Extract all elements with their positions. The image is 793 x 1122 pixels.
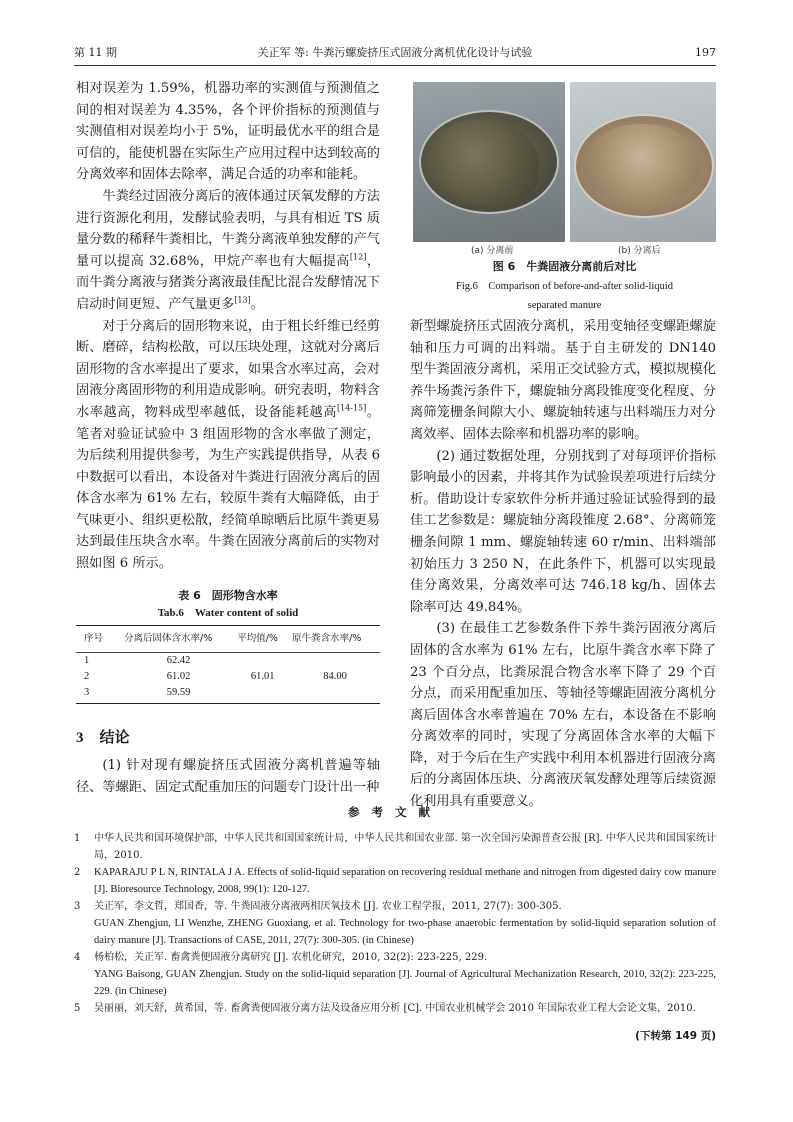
table-title-en: Tab.6 Water content of solid bbox=[157, 606, 299, 619]
table-title-cn: 表 6 固形物含水率 bbox=[178, 588, 278, 602]
citation: [12] bbox=[349, 252, 367, 262]
running-header bbox=[74, 44, 716, 62]
section-heading-conclusion: 3 结论 bbox=[76, 728, 130, 747]
paragraph-conclusion-3: (3) 在最佳工艺参数条件下养牛粪污固液分离后固体的含水率为 61% 左右，比原牛粪含水率下降了 23 个百分点，比粪尿混合物含水率下降了 29 个百分点，而采用配重加压、等轴径等螺距固液分离机分离后固体含水率普遍在 70% 左右，本设备在不影响分离效率的同时，实现了分离固体含水率的大幅下降，对于今后在生产实践中利用本机器进行固液分离后的分离固体压块、分离液厌氧发酵处理等后续资源化利用具有重要意义。 bbox=[410, 621, 716, 810]
paragraph-conclusion-2: (2) 通过数据处理，分别找到了对每项评价指标影响最小的因素，并将其作为试验误差项进行后续分析。借助设计专家软件分析并通过验证试验得到的最佳工艺参数是：螺旋轴分离段锥度 2.68°、分离筛笼栅条间隙 1 mm、螺旋轴转速 60 r/min、出料端部初始压力 3 250 N，在此条件下，机器可以实现最佳分离效果，分离效率可达 746.18 kg/h、固体去除率可达 49.84%。 bbox=[410, 448, 716, 615]
paragraph-verification-result: 相对误差为 1.59%，机器功率的实测值与预测值之间的相对误差为 4.35%，各个评价指标的预测值与实测值相对误差均小于 5%，证明最优水平的组合是可信的，能使机器在实际生产应用过程中达到较高的分离效率和固体去除率，满足合适的功率和能耗。 bbox=[76, 81, 380, 183]
paragraph-conclusion-1-start: (1) 针对现有螺旋挤压式固液分离机普遍等轴径、等螺距、固定式配重加压的问题专门设计出一种 bbox=[76, 758, 380, 795]
citation: [14-15] bbox=[336, 403, 367, 413]
subcaption-b: (b) 分离后 bbox=[618, 246, 661, 256]
running-title: 关正军 等: 牛粪污螺旋挤压式固液分离机优化设计与试验 bbox=[257, 46, 533, 59]
left-column bbox=[76, 78, 380, 798]
references-title: 参考文献 bbox=[348, 805, 442, 819]
header-rule bbox=[74, 65, 716, 66]
right-column bbox=[410, 316, 716, 813]
figure-caption-en: Fig.6 Comparison of before-and-after solid-liquid separated manure bbox=[456, 281, 673, 311]
dry-solids bbox=[584, 124, 700, 206]
table-header-row bbox=[76, 625, 380, 653]
table-row: 1 62.42 bbox=[84, 655, 191, 667]
table-row: 3 59.59 bbox=[76, 685, 380, 704]
figure-caption-cn: 图 6 牛粪固液分离前后对比 bbox=[492, 260, 637, 273]
reference-item: 1 中华人民共和国环境保护部，中华人民共和国国家统计局，中华人民共和国农业部. 第一次全国污染源普查公报 [R]. 中华人民共和国国家统计局，2010. bbox=[74, 833, 716, 861]
column-header-seq: 序号 bbox=[76, 625, 122, 653]
reference-item: 5 吴丽丽，刘天舒，黄希国，等. 畜禽粪便固液分离方法及设备应用分析 [C]. 中国农业机械学会 2010 年国际农业工程大会论文集，2010. bbox=[74, 1003, 696, 1014]
citation: [13] bbox=[234, 295, 251, 305]
paragraph-conclusion-1-end: 新型螺旋挤压式固液分离机，采用变轴径变螺距螺旋轴和压力可调的出料端。基于自主研发的 DN140 型牛粪固液分离机，采用正交试验方式，模拟规模化养牛场粪污条件下，螺旋轴分离段锥度变化程度、分离筛笼栅条间隙大小、螺旋轴转速与出料端压力对分离效率、固体去除率和机器功率的影响。 bbox=[410, 319, 716, 442]
reference-item: 3 关正军，李文哲，郑国香，等. 牛粪固液分离液两相厌氧技术 [J]. 农业工程学报，2011, 27(7): 300-305. GUAN Zhengjun, LI Wenzhe, ZHENG Guoxiang, et al. Technology for two-phase anaerobic fermentation by solid-liquid separation solution of dairy manure [J]. Transactions of CASE, 2011, 27(7): 300-305. (in Chinese) bbox=[74, 901, 716, 946]
column-header-raw-water: 原牛粪含水率/% bbox=[290, 625, 380, 653]
water-content-table bbox=[76, 625, 380, 705]
paragraph-liquid-fermentation: 牛粪经过固液分离后的液体通过厌氧发酵的方法进行资源化利用，发酵试验表明，与具有相近 TS 质量分数的稀释牛粪相比，牛粪分离液单独发酵的产气量可以提高 32.68%，甲烷产率也有大幅提高[12]，而牛粪分离液与猪粪分离液最佳配比混合发酵情况下启动时间更短、产气量更多[13]。 bbox=[76, 188, 380, 312]
photo-before-separation bbox=[413, 82, 565, 242]
photo-after-separation bbox=[570, 82, 716, 242]
reference-item: 2 KAPARAJU P L N, RINTALA J A. Effects of solid-liquid separation on recovering residual methane and nitrogen from digested dairy cow manure [J]. Bioresource Technology, 2008, 99(1): 120-127. bbox=[74, 867, 716, 895]
page-number: 197 bbox=[695, 46, 716, 59]
references-list bbox=[74, 830, 716, 1017]
continued-on-page-note: (下转第 149 页) bbox=[635, 1030, 716, 1042]
column-header-average: 平均值/% bbox=[235, 625, 290, 653]
column-header-solid-water: 分离后固体含水率/% bbox=[122, 625, 235, 653]
issue-number: 第 11 期 bbox=[74, 46, 117, 59]
paragraph-solid-water-content: 对于分离后的固形物来说，由于粗长纤维已经剪断、磨碎，结构松散，可以压块处理，这就对分离后固形物的含水率提出了要求，如果含水率过高，会对固液分离固形物的利用造成影响。研究表明，物料含水率越高，物料成型率越低，设备能耗越高[14-15]。笔者对验证试验中 3 组固形物的含水率做了测定，为后续利用提供参考，为生产实践提供指导，从表 6 中数据可以看出，本设备对牛粪进行固液分离后的固体含水率为 61% 左右，较原牛粪有大幅降低，由于气味更小、组织更松散，经简单晾晒后比原牛粪更易达到最佳压块含水率。牛粪在固液分离前后的实物对照如图 6 所示。 bbox=[76, 318, 380, 572]
reference-item: 4 杨柏松，关正军. 畜禽粪便固液分离研究 [J]. 农机化研究，2010, 32(2): 223-225, 229. YANG Baisong, GUAN Zhengjun. Study on the solid-liquid separation [J]. Journal of Agricultural Mechanization Research, 2010, 32(2): 223-225, 229. (in Chinese) bbox=[74, 952, 716, 997]
subcaption-a: (a) 分离前 bbox=[471, 246, 514, 256]
table-row: 2 61.02 61.01 84.00 bbox=[84, 671, 347, 683]
